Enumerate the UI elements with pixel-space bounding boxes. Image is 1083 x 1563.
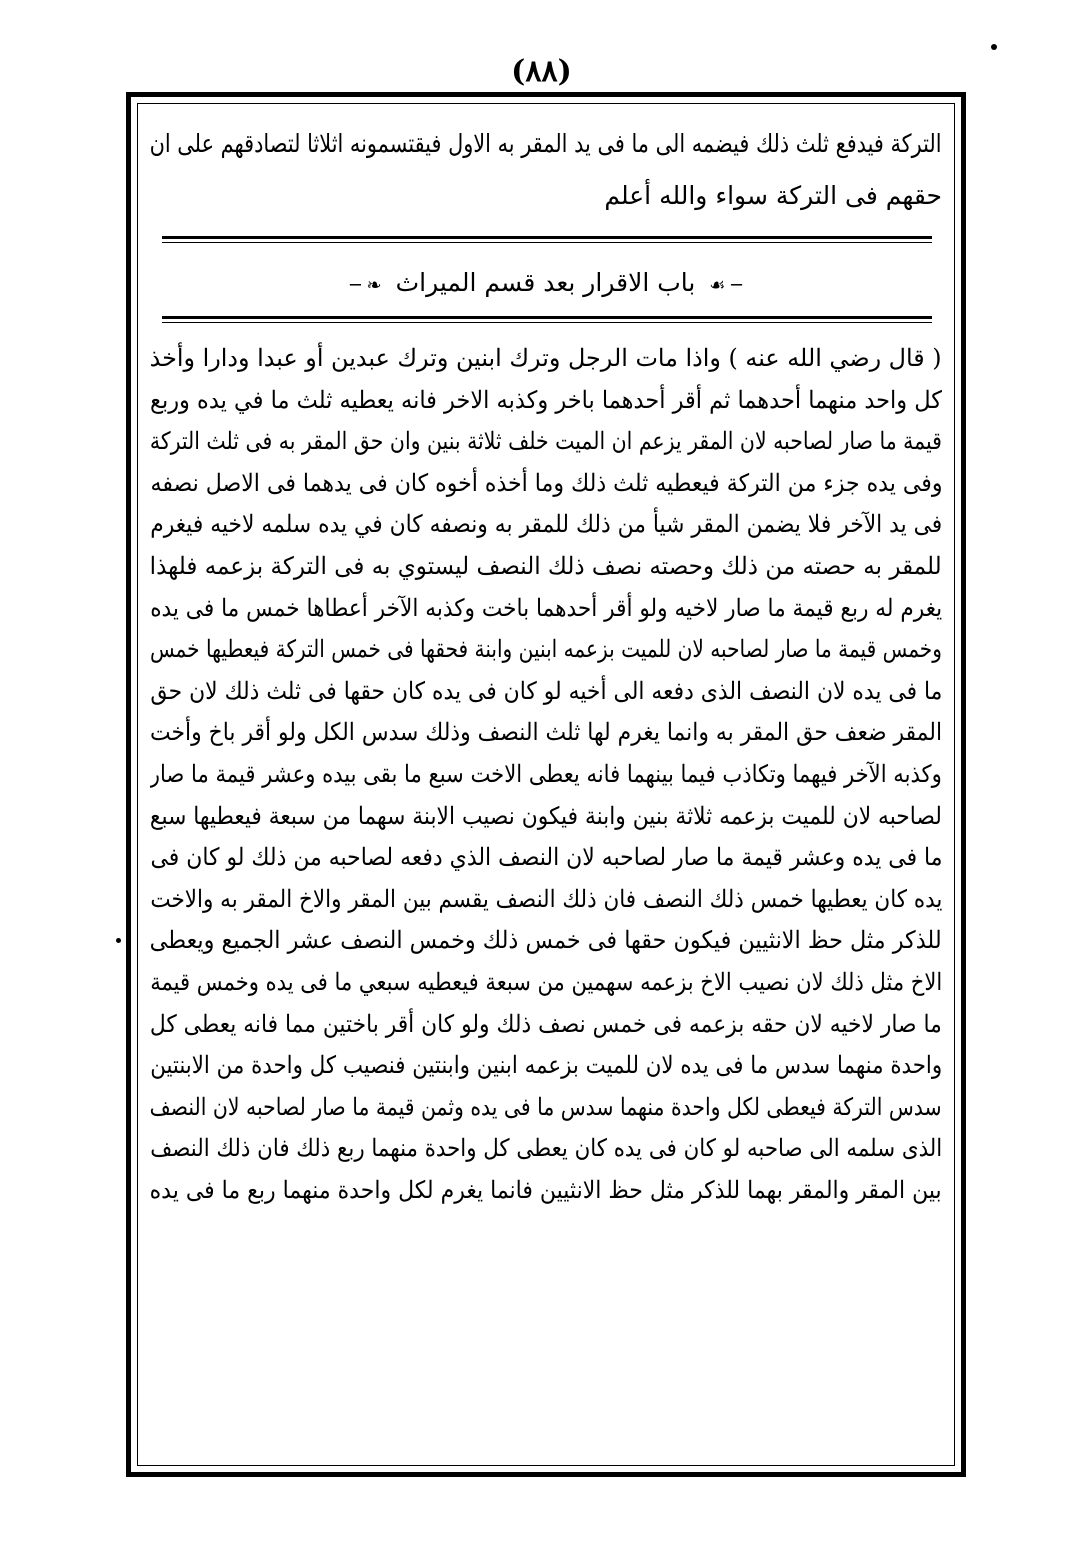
text-line: كل واحد منهما أحدهما ثم أقر أحدهما باخر وكذبه الاخر فانه يعطيه ثلث ما في يده وربع — [150, 385, 942, 414]
text-line: يده كان يعطيها خمس ذلك النصف فان ذلك النصف يقسم بين المقر والاخ المقر به والاخت — [150, 884, 942, 913]
text-line: للذكر مثل حظ الانثيين فيكون حقها فى خمس ذلك وخمس النصف عشر الجميع ويعطى — [150, 926, 942, 955]
text-line: الذى سلمه الى صاحبه لو كان فى يده كان يعطى كل واحدة منهما ربع ذلك فان ذلك النصف — [150, 1134, 942, 1163]
corner-mark — [991, 44, 997, 50]
text-line: قيمة ما صار لصاحبه لان المقر يزعم ان الميت خلف ثلاثة بنين وان حق المقر به فى ثلث التركة — [150, 427, 942, 456]
margin-dot — [116, 938, 121, 943]
text-line: وخمس قيمة ما صار لصاحبه لان للميت بزعمه ابنين وابنة فحقها فى خمس التركة فيعطيها خمس — [150, 635, 942, 664]
text-line: وكذبه الآخر فيهما وتكاذب فيما بينهما فانه يعطى الاخت سبع ما بقى بيده وعشر قيمة ما صار — [150, 759, 942, 788]
heading-rule-top — [162, 236, 932, 243]
ornament-right: ─ ☙ — [709, 275, 742, 296]
text-line: ما فى يده لان النصف الذى دفعه الى أخيه لو كان فى يده كان حقها فى ثلث ذلك لان حق — [150, 676, 942, 705]
text-line: المقر ضعف حق المقر به وانما يغرم لها ثلث النصف وذلك سدس الكل ولو أقر باخ وأخت — [150, 718, 942, 747]
ornament-left: ❧ ─ — [350, 275, 382, 296]
text-line: بين المقر والمقر بهما للذكر مثل حظ الانثيين فانما يغرم لكل واحدة منهما ربع ما فى يده — [150, 1175, 942, 1204]
text-line: ( قال رضي الله عنه ) واذا مات الرجل وترك ابنين وترك عبدين أو عبدا ودارا وأخذ — [150, 344, 942, 372]
main-text — [150, 338, 942, 1211]
text-line: للمقر به حصته من ذلك وحصته نصف ذلك النصف ليستوي به فى التركة بزعمه فلهذا — [150, 551, 942, 580]
text-line: ما صار لاخيه لان حقه بزعمه فى خمس نصف ذلك ولو كان أقر باختين مما فانه يعطى كل — [150, 1009, 942, 1038]
text-line: واحدة منهما سدس ما فى يده لان للميت بزعمه ابنين وابنتين فنصيب كل واحدة من الابنتين — [150, 1051, 942, 1080]
text-line: فى يد الآخر فلا يضمن المقر شيأ من ذلك للمقر به ونصفه كان في يده سلمه لاخيه فيغرم — [150, 510, 942, 539]
page-number: (٨٨) — [511, 54, 572, 89]
chapter-title: باب الاقرار بعد قسم الميراث — [395, 268, 696, 297]
top-paragraph — [150, 118, 942, 222]
text-line: التركة فيدفع ثلث ذلك فيضمه الى ما فى يد المقر به الاول فيقتسمونه اثلاثا لتصادقهم على ان — [150, 129, 942, 158]
text-line: ما فى يده وعشر قيمة ما صار لصاحبه لان النصف الذي دفعه لصاحبه من ذلك لو كان فى — [150, 843, 942, 872]
text-line: وفى يده جزء من التركة فيعطيه ثلث ذلك وما أخذه أخوه كان فى يدهما فى الاصل نصفه — [150, 468, 942, 497]
text-line: سدس التركة فيعطى لكل واحدة منهما سدس ما فى يده وثمن قيمة ما صار لصاحبه لان النصف — [150, 1092, 942, 1121]
text-line: لصاحبه لان للميت بزعمه ثلاثة بنين وابنة فيكون نصيب الابنة سهما من سبعة فيعطيها سبع — [150, 801, 942, 830]
chapter-heading — [137, 258, 955, 311]
text-line: يغرم له ربع قيمة ما صار لاخيه ولو أقر أحدهما باخت وكذبه الآخر أعطاها خمس ما فى يده — [150, 593, 942, 622]
text-line: حقهم فى التركة سواء والله أعلم — [604, 181, 942, 210]
heading-rule-bottom — [162, 316, 932, 323]
text-line: الاخ مثل ذلك لان نصيب الاخ بزعمه سهمين من سبعة فيعطيه سبعي ما فى يده وخمس قيمة — [150, 967, 942, 996]
